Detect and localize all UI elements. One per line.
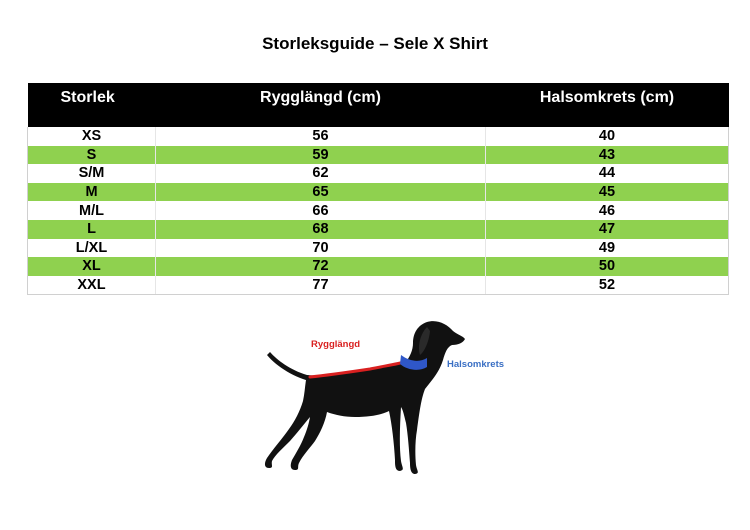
table-row xyxy=(28,239,729,258)
table-row xyxy=(28,220,729,239)
table-row xyxy=(28,276,729,295)
cell-neck-girth: 45 xyxy=(486,183,729,202)
cell-neck-girth: 47 xyxy=(486,220,729,239)
cell-size: XL xyxy=(28,257,156,276)
table-row xyxy=(28,127,729,146)
header-back-length: Rygglängd (cm) xyxy=(156,83,486,127)
cell-size: S/M xyxy=(28,164,156,183)
size-table xyxy=(27,83,729,295)
table-row xyxy=(28,164,729,183)
cell-size: S xyxy=(28,146,156,165)
cell-neck-girth: 43 xyxy=(486,146,729,165)
cell-back-length: 66 xyxy=(156,201,486,220)
header-size: Storlek xyxy=(28,83,156,127)
cell-neck-girth: 40 xyxy=(486,127,729,146)
cell-size: XXL xyxy=(28,276,156,295)
cell-back-length: 68 xyxy=(156,220,486,239)
table-row xyxy=(28,201,729,220)
header-neck-girth: Halsomkrets (cm) xyxy=(486,83,729,127)
cell-neck-girth: 46 xyxy=(486,201,729,220)
cell-neck-girth: 49 xyxy=(486,239,729,258)
table-row xyxy=(28,183,729,202)
table-header-row xyxy=(28,83,729,127)
cell-size: L xyxy=(28,220,156,239)
table-row xyxy=(28,146,729,165)
cell-back-length: 77 xyxy=(156,276,486,295)
cell-back-length: 62 xyxy=(156,164,486,183)
neck-girth-label: Halsomkrets xyxy=(447,359,505,370)
cell-back-length: 56 xyxy=(156,127,486,146)
cell-back-length: 72 xyxy=(156,257,486,276)
page-title: Storleksguide – Sele X Shirt xyxy=(262,34,488,53)
cell-size: XS xyxy=(28,127,156,146)
cell-neck-girth: 44 xyxy=(486,164,729,183)
cell-back-length: 59 xyxy=(156,146,486,165)
cell-back-length: 70 xyxy=(156,239,486,258)
dog-silhouette-icon xyxy=(255,315,525,485)
dog-measurement-diagram xyxy=(255,315,525,485)
cell-neck-girth: 50 xyxy=(486,257,729,276)
cell-size: L/XL xyxy=(28,239,156,258)
table-row xyxy=(28,257,729,276)
cell-back-length: 65 xyxy=(156,183,486,202)
cell-size: M xyxy=(28,183,156,202)
back-length-label: Rygglängd xyxy=(311,339,361,350)
cell-neck-girth: 52 xyxy=(486,276,729,295)
cell-size: M/L xyxy=(28,201,156,220)
